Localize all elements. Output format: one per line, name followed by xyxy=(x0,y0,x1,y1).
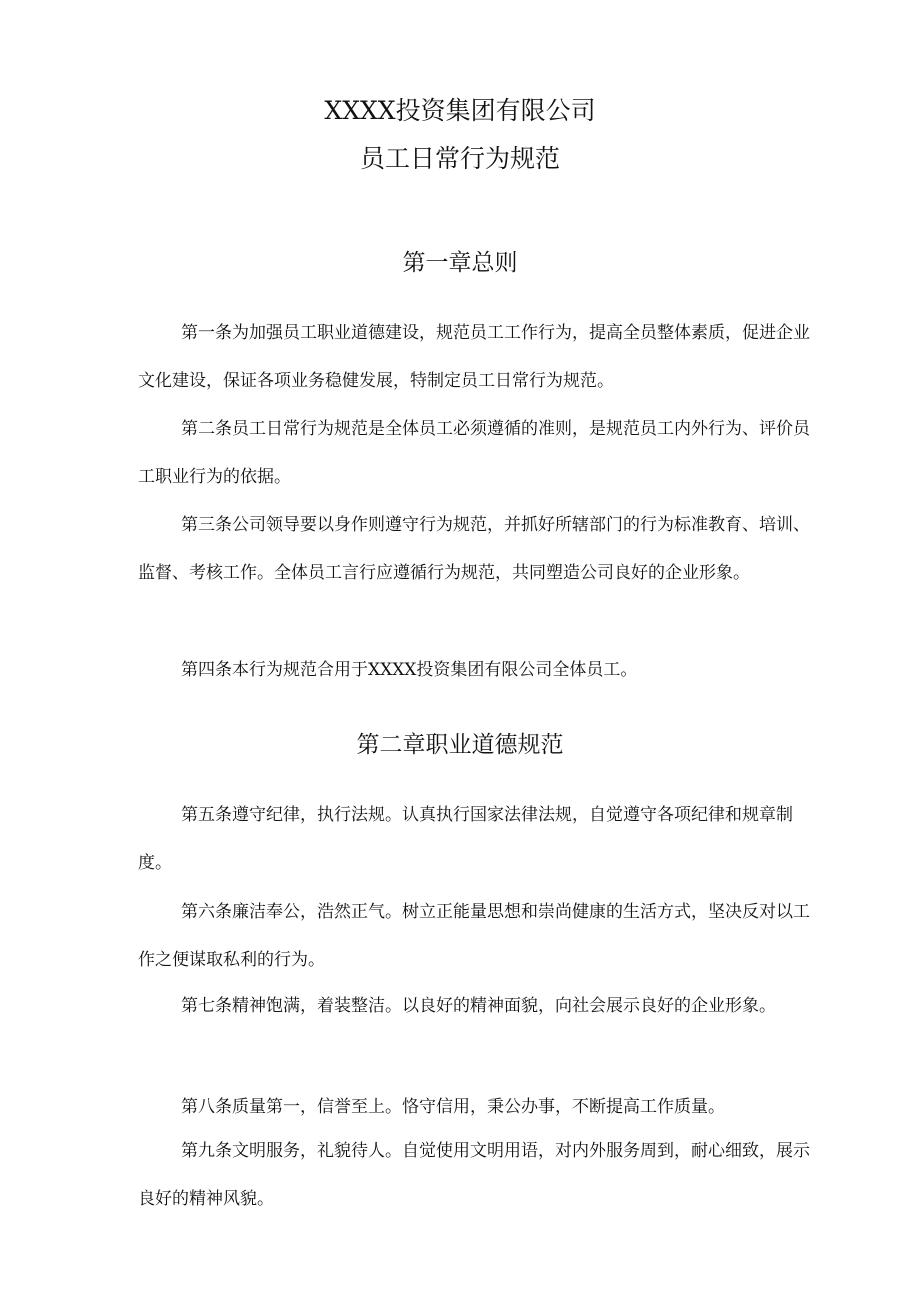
article-3: 第三条公司领导要以身作则遵守行为规范，并抓好所辖部门的行为标准教育、培训、监督、考核工作。全体员工言行应遵循行为规范，共同塑造公司良好的企业形象。 xyxy=(138,515,810,583)
article-2: 第二条员工日常行为规范是全体员工必须遵循的准则，是规范员工内外行为、评价员工职业行为的依据。 xyxy=(138,419,810,487)
article-6: 第六条廉洁奉公，浩然正气。树立正能量思想和崇尚健康的生活方式，坚决反对以工作之便谋取私利的行为。 xyxy=(138,902,810,970)
document-title-subject: 员工日常行为规范 xyxy=(359,144,560,173)
chapter-1-heading: 第一章总则 xyxy=(402,250,518,276)
document-title-company: XXXX投资集团有限公司 xyxy=(324,96,596,125)
article-4: 第四条本行为规范合用于XXXX投资集团有限公司全体员工。 xyxy=(181,660,638,680)
article-1: 第一条为加强员工职业道德建设，规范员工工作行为，提高全员整体素质，促进企业文化建设，保证各项业务稳健发展，特制定员工日常行为规范。 xyxy=(138,323,810,391)
chapter-2-heading: 第二章职业道德规范 xyxy=(356,732,564,758)
article-9: 第九条文明服务，礼貌待人。自觉使用文明用语，对内外服务周到，耐心细致，展示良好的精神风貌。 xyxy=(138,1141,810,1209)
article-7: 第七条精神饱满，着装整洁。以良好的精神面貌，向社会展示良好的企业形象。 xyxy=(181,996,776,1016)
article-8: 第八条质量第一，信誉至上。恪守信用，秉公办事，不断提高工作质量。 xyxy=(181,1097,725,1117)
article-5: 第五条遵守纪律，执行法规。认真执行国家法律法规，自觉遵守各项纪律和规章制度。 xyxy=(138,805,793,873)
